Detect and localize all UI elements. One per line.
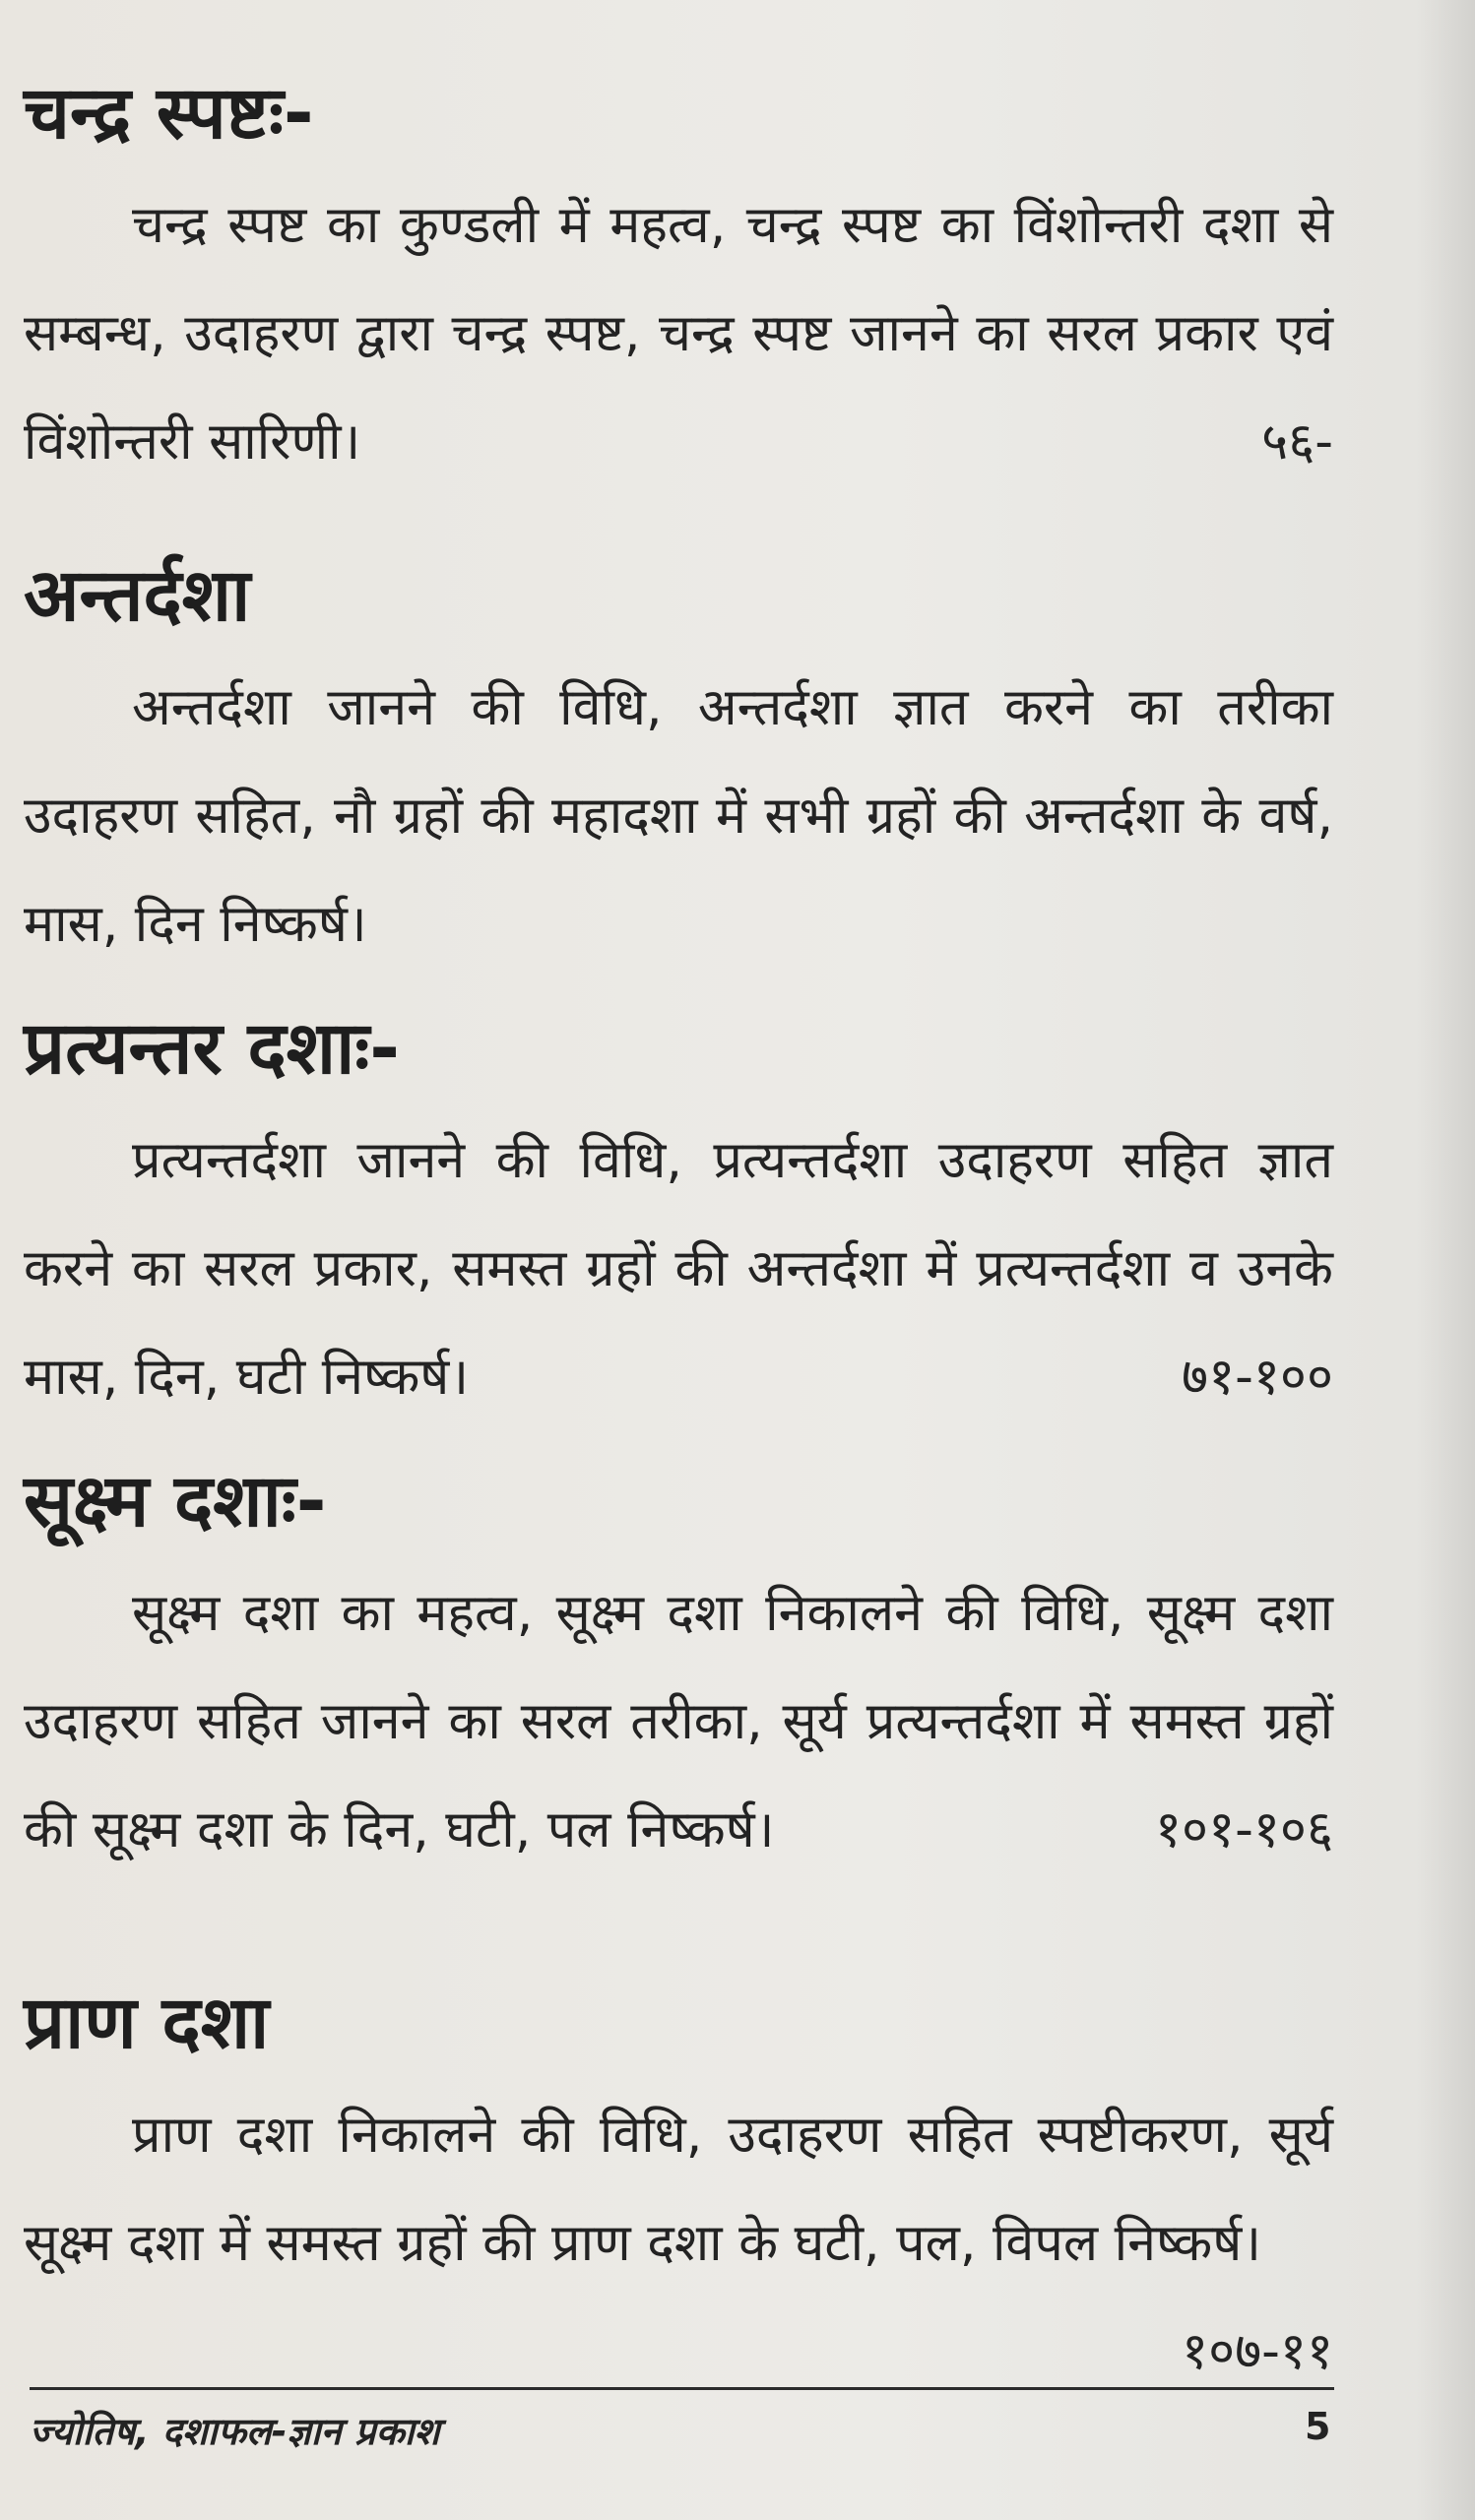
section-heading: प्राण दशा	[24, 1981, 270, 2065]
footer-divider	[30, 2387, 1334, 2390]
section-text: अन्तर्दशा जानने की विधि, अन्तर्दशा ज्ञात करने का तरीका उदाहरण सहित, नौ ग्रहों की महादशा में सभी ग्रहों की अन्तर्दशा के वर्ष, मास, दिन निष्कर्ष।	[24, 678, 1333, 954]
page-range: १०१-१०६	[1154, 1800, 1333, 1859]
section-pratyantar-dasha	[24, 1004, 1333, 1431]
section-description	[24, 171, 1333, 496]
section-description	[24, 1559, 1333, 1884]
section-text: सूक्ष्म दशा का महत्व, सूक्ष्म दशा निकालने की विधि, सूक्ष्म दशा उदाहरण सहित जानने का सरल तरीका, सूर्य प्रत्यन्तर्दशा में समस्त ग्रहों की सूक्ष्म दशा के दिन, घटी, पल निष्कर्ष।	[24, 1584, 1333, 1859]
section-chandra-spasht	[24, 69, 1333, 496]
section-heading: अन्तर्दशा	[24, 553, 251, 638]
section-description	[24, 2081, 1333, 2381]
section-description	[24, 1106, 1333, 1431]
section-heading: प्रत्यन्तर दशाः-	[24, 1006, 400, 1091]
page-range: ५६-	[1261, 412, 1333, 472]
section-heading: चन्द्र स्पष्टः-	[24, 71, 314, 156]
section-text: चन्द्र स्पष्ट का कुण्डली में महत्व, चन्द्र स्पष्ट का विंशोन्तरी दशा से सम्बन्ध, उदाहरण द्वारा चन्द्र स्पष्ट, चन्द्र स्पष्ट जानने का सरल प्रकार एवं विंशोन्तरी सारिणी।	[24, 196, 1333, 472]
section-text: प्रत्यन्तर्दशा जानने की विधि, प्रत्यन्तर्दशा उदाहरण सहित ज्ञात करने का सरल प्रकार, समस्त ग्रहों की अन्तर्दशा में प्रत्यन्तर्दशा व उनके मास, दिन, घटी निष्कर्ष।	[24, 1131, 1333, 1407]
section-pran-dasha	[24, 1979, 1333, 2406]
page-range: १०७-११	[1182, 2322, 1333, 2381]
page-range: ७१-१००	[1182, 1348, 1333, 1407]
section-sukshma-dasha	[24, 1457, 1333, 1884]
section-heading: सूक्ष्म दशाः-	[24, 1459, 327, 1544]
footer-page-number: 5	[1305, 2405, 1331, 2448]
section-text: प्राण दशा निकालने की विधि, उदाहरण सहित स्पष्टीकरण, सूर्य सूक्ष्म दशा में समस्त ग्रहों की प्राण दशा के घटी, पल, विपल निष्कर्ष।	[24, 2106, 1333, 2273]
footer-book-title: ज्योतिष, दशाफल-ज्ञान प्रकाश	[30, 2410, 440, 2453]
section-description	[24, 654, 1333, 978]
page-edge-shadow	[1416, 0, 1475, 2520]
section-antardasha	[24, 551, 1333, 978]
